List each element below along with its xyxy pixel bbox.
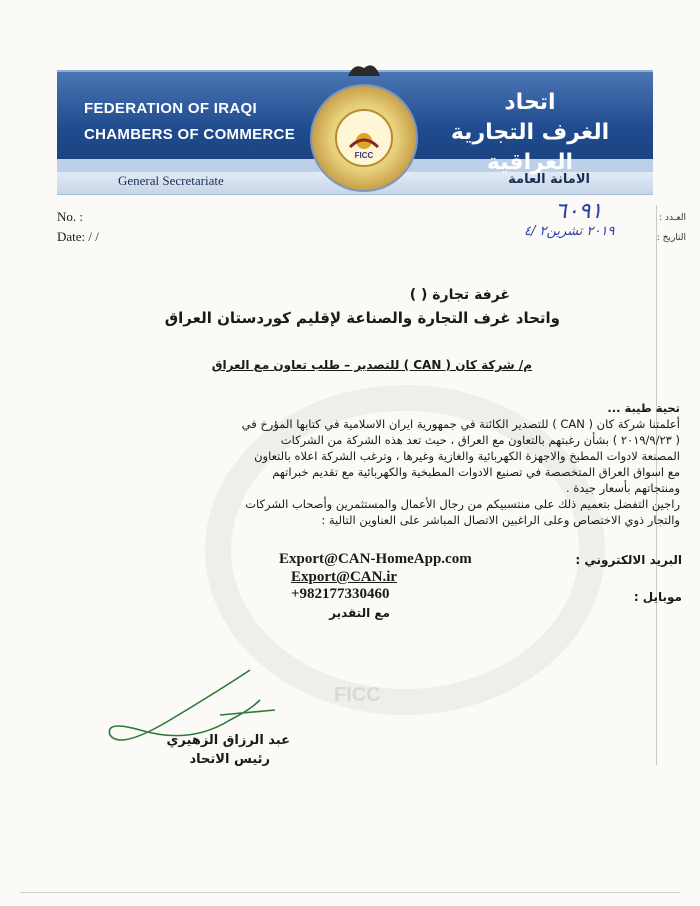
date-label: Date: / / [57, 229, 99, 244]
body-line: والتجار ذوي الاختصاص وعلى الراغبين الاتصال المباشر على العناوين التالية : [321, 513, 680, 527]
addressee-line1: غرفة تجارة ( ) [409, 287, 510, 303]
sun-emblem-icon [347, 125, 381, 151]
body-line: المصنعة لادوات المطبخ والاجهزة الكهربائية والغازية وغيرها ، وترغب الشركة اعلاه بالتعاون [254, 449, 680, 463]
email-label: البريد الالكتروني : [575, 553, 682, 567]
org-name-arabic [420, 88, 640, 178]
footer-divider [20, 892, 680, 893]
closing-regards: مع التقدير [329, 606, 390, 620]
date-label-ar: التاريخ : [656, 233, 686, 243]
org-name-english [84, 96, 314, 148]
signatory-title: رئيس الاتحاد [189, 752, 270, 767]
email-secondary: Export@CAN.ir [291, 569, 398, 585]
greeting: تحية طيبة ... [607, 401, 680, 415]
reference-block-arabic [657, 208, 686, 248]
body-line: راجين التفضل بتعميم ذلك على منتسبيكم من رجال الأعمال والمستثمرين وأصحاب الشركات [245, 497, 680, 511]
body-line: ( ٢٠١٩/٩/٢٣ ) بشأن رغبتهم بالتعاون مع العراق ، حيث تعد هذه الشركة من الشركات [280, 433, 680, 447]
reference-block-english [57, 207, 99, 247]
mobile-label: موبايل : [633, 590, 682, 604]
watermark-text: FICC [334, 684, 381, 706]
body-line: أعلمتنا شركة كان ( CAN ) للتصدير الكائنة في جمهورية ايران الاسلامية في كتابها المؤرخ في [241, 417, 680, 431]
signatory-name: عبد الرزاق الزهيري [166, 733, 290, 748]
org-name-ar-line2: الغرف التجارية العراقية [450, 120, 610, 175]
addressee-line2: واتحاد غرف التجارة والصناعة لإقليم كوردستان العراق [164, 309, 560, 327]
subject-line: م/ شركة كان ( CAN ) للتصدير – طلب تعاون مع العراق [211, 358, 532, 372]
seal-label: FICC [354, 150, 374, 160]
org-name-en-line1: FEDERATION OF IRAQI [84, 100, 257, 117]
handwritten-number: ٦٠٩١ [555, 198, 603, 223]
handwritten-date: ٢٠١٩ تشرين٢ /٤ [524, 224, 615, 239]
number-label: No. : [57, 209, 83, 224]
org-name-en-line2: CHAMBERS OF COMMERCE [84, 126, 295, 143]
letter-body [100, 400, 680, 528]
number-label-ar: العـدد : [659, 213, 686, 223]
federation-seal-logo [310, 84, 418, 192]
org-name-ar-line1: اتحاد [504, 90, 556, 115]
email-primary: Export@CAN-HomeApp.com [279, 551, 472, 567]
calligraphy-crown-icon [344, 58, 384, 80]
secretariat-arabic: الامانة العامة [508, 172, 590, 187]
body-line: ومنتجاتهم بأسعار جيدة . [566, 481, 680, 495]
secretariat-english: General Secretariate [118, 173, 224, 188]
body-line: مع اسواق العراق المتخصصة في تصنيع الادوات المطبخية والكهربائية مع تقديم خبراتهم [272, 465, 680, 479]
phone-number: +982177330460 [291, 586, 390, 602]
